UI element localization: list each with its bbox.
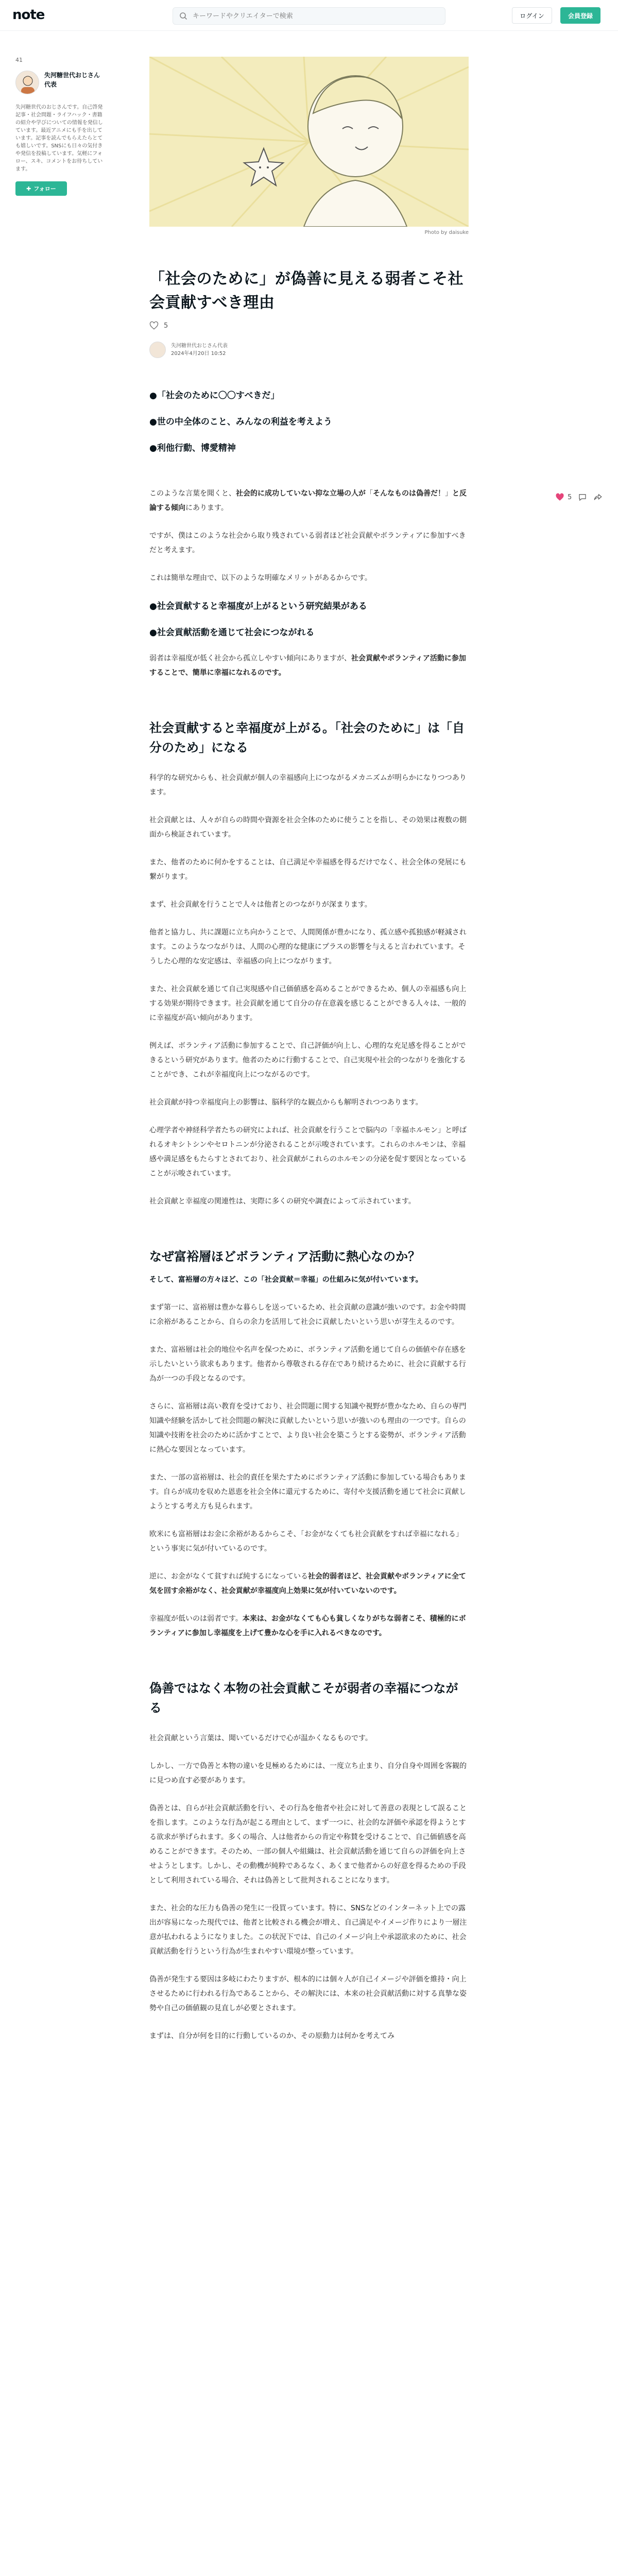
bullet-item: ●世の中全体のこと、みんなの利益を考えよう [149, 417, 332, 427]
bullet-list [149, 388, 469, 453]
paragraph: また、他者のために何かをすることは、自己満足や幸福感を得るだけでなく、社会全体の発展にも繋がります。 [149, 858, 467, 881]
floating-actions [555, 493, 603, 502]
bullet-item: ●「社会のために〇〇すべきだ」 [149, 391, 280, 401]
paragraph: 偽善が発生する要因は多岐にわたりますが、根本的には個々人が自己イメージや評価を維持・向上させるために行われる行為であることから、その解決には、本来の社会貢献活動に対する真摯な姿勢や自己の価値観の見直しが必要とされます。 [149, 1975, 467, 2012]
byline-avatar[interactable] [149, 342, 166, 358]
paragraph: まず第一に、富裕層は豊かな暮らしを送っているため、社会貢献の意識が強いのです。お金や時間に余裕があることから、自らの余力を活用して社会に貢献したいという思いが芽生えるのです。 [149, 1303, 466, 1326]
article-title: 「社会のために」が偽善に見える弱者こそ社会貢献すべき理由 [149, 270, 464, 312]
paragraph: 心理学者や神経科学者たちの研究によれば、社会貢献を行うことで脳内の「幸福ホルモン」と呼ばれるオキシトシンやセロトニンが分泌されることが示唆されています。これらのホルモンは、幸福感や満足感をもたらすとされており、社会貢献がこれらのホルモンの分泌を促す要因となっていることが示唆されています。 [149, 1126, 467, 1178]
author-description: 失河糖世代のおじさんです。自己啓発記事・社会問題・ライフハック・書籍の紹介や学びについての情報を発信しています。最近アニメにも手を出しています。記事を読んでもらえたらとても嬉しいです。SNSにも日々の気付きや発信を投稿しています。気軽にフォロー、スキ、コメントをお待ちしています。 [15, 105, 103, 172]
paragraph: これは簡単な理由で、以下のような明確なメリットがあるからです。 [149, 574, 372, 582]
paragraph: 他者と協力し、共に課題に立ち向かうことで、人間関係が豊かになり、孤立感や孤独感が軽減されます。このようなつながりは、人間の心理的な健康にプラスの影響を与えると言われています。そうした心理的な安定感は、幸福感の向上につながります。 [149, 928, 467, 965]
search-box[interactable] [173, 7, 445, 25]
top-header [0, 0, 618, 31]
signup-button[interactable]: 会員登録 [560, 7, 600, 24]
heart-icon[interactable] [149, 321, 159, 330]
paragraph: 欧米にも富裕層はお金に余裕があるからこそ、「お金がなくても社会貢献をすれば幸福になれる」という事実に気が付いているのです。 [149, 1530, 463, 1553]
paragraph: まず、社会貢献を行うことで人々は他者とのつながりが深まります。 [149, 901, 372, 909]
note-logo[interactable]: note [12, 7, 45, 23]
byline [149, 342, 469, 358]
paragraph: 偽善とは、自らが社会貢献活動を行い、その行為を他者や社会に対して善意の表現として誤ることを指します。このような行為が起こる理由として、まず一つに、社会的な評価や承認を得ようとする欲求が挙げられます。多くの場合、人は他者からの肯定や称賛を受けることで、自己価値感を高めることができます。そのため、一部の個人や組織は、社会貢献活動を通じて自らの評価を向上させようとします。しかし、その動機が純粋であるなく、あくまで他者からの好意を得るための手段として利用されている場合、それは偽善として批判されることになります。 [149, 1804, 467, 1885]
paragraph: 社会貢献と幸福度の関連性は、実際に多くの研究や調査によって示されています。 [149, 1197, 416, 1206]
section-lead: そして、富裕層の方々ほど、この「社会貢献＝幸福」の仕組みに気が付いています。 [149, 1276, 423, 1284]
paragraph: また、富裕層は社会的地位や名声を保つために、ボランティア活動を通じて自らの価値や存在感を示したいという欲求もあります。他者から尊敬される存在であり続けるために、社会に貢献する行為が一つの手段となるのです。 [149, 1346, 466, 1383]
heart-icon[interactable] [555, 493, 564, 502]
follow-button[interactable] [15, 181, 67, 196]
paragraph: 弱者は幸福度が低く社会から孤立しやすい傾向にありますが、社会貢献やボランティア活動に参加することで、簡単に幸福になれるのです。 [149, 654, 466, 677]
author-name[interactable]: 失河糖世代おじさん代表 [44, 72, 100, 88]
author-avatar[interactable] [15, 71, 39, 94]
paragraph: また、社会的な圧力も偽善の発生に一役買っています。特に、SNSなどのインターネット上での露出が容易になった現代では、他者と比較される機会が増え、自己満足やイメージ作りにより一層注意が払われるようになりました。この状況下では、自己のイメージ向上や承認欲求のために、社会貢献活動を行うという行為が生まれやすい環境が整っています。 [149, 1904, 467, 1956]
article-body [149, 486, 469, 2043]
like-count: 5 [164, 321, 168, 330]
section-heading: なぜ富裕層ほどボランティア活動に熱心なのか？ [149, 1249, 421, 1264]
like-row [149, 321, 469, 330]
bullet-item: ●利他行動、博愛精神 [149, 443, 236, 453]
share-icon[interactable] [593, 493, 603, 502]
paragraph: また、一部の富裕層は、社会的責任を果たすためにボランティア活動に参加している場合もあります。自らが成功を収めた恩恵を社会全体に還元するために、寄付や支援活動を通じて社会に貢献しようとする考え方も見られます。 [149, 1473, 466, 1511]
floating-like-count: 5 [568, 493, 572, 501]
paragraph: 逆に、お金がなくて貧すれば純するになっている社会的弱者ほど、社会貢献やボランティアに全て気を回す余裕がなく、社会貢献が幸福度向上効果に気が付いていないのです。 [149, 1572, 466, 1595]
bullet-item: ●社会貢献すると幸福度が上がるという研究結果がある [149, 601, 367, 612]
bullet-item: ●社会貢献活動を通じて社会につながれる [149, 628, 315, 638]
person-plus-icon: ✚ [26, 185, 31, 192]
login-button[interactable]: ログイン [512, 7, 552, 24]
paragraph: 幸福度が低いのは弱者です。本来は、お金がなくても心も貧しくなりがちな弱者こそ、積極的にボランティアに参加し幸福度を上げて豊かな心を手に入れるべきなのです。 [149, 1615, 466, 1637]
follow-label: フォロー [33, 185, 56, 192]
byline-date: 2024年4月20日 10:52 [171, 351, 226, 357]
paragraph: 社会貢献が持つ幸福度向上の影響は、脳科学的な観点からも解明されつつあります。 [149, 1098, 423, 1107]
paragraph: しかし、一方で偽善と本物の違いを見極めるためには、一度立ち止まり、自分自身や周囲を客観的に見つめ直す必要があります。 [149, 1762, 467, 1785]
paragraph: まずは、自分が何を目的に行動しているのか、その原動力は何かを考えてみ [149, 2032, 394, 2040]
paragraph: このような言葉を聞くと、社会的に成功していない抑な立場の人が「そんなものは偽善だ！」と反論する傾向にあります。 [149, 489, 467, 512]
author-sidebar [15, 57, 103, 196]
paragraph: 社会貢献という言葉は、聞いているだけで心が温かくなるものです。 [149, 1734, 372, 1742]
search-input[interactable] [193, 12, 440, 20]
paragraph: 例えば、ボランティア活動に参加することで、自己評価が向上し、心理的な充足感を得ることができるという研究があります。他者のために行動することで、自己実現や社会的つながりを強化することができ、これが幸福度向上につながるのです。 [149, 1042, 466, 1079]
article-main [149, 57, 469, 2043]
photo-credit: Photo by daisuke [424, 230, 469, 235]
paragraph: さらに、富裕層は高い教育を受けており、社会問題に関する知識や視野が豊かなため、自らの専門知識や経験を活かして社会問題の解決に貢献したいという思いが強いのも理由の一つです。自らの知識や技術を社会のために活かすことで、より良い社会を築こうとする姿勢が、ボランティア活動に熱心な要因となっています。 [149, 1402, 467, 1454]
paragraph: 社会貢献とは、人々が自らの時間や資源を社会全体のために使うことを指し、その効果は複数の側面から検証されています。 [149, 816, 467, 839]
section-heading: 偽善ではなく本物の社会貢献こそが弱者の幸福につながる [149, 1681, 458, 1715]
section-heading: 社会貢献すると幸福度が上がる。「社会のために」は「自分のため」になる [149, 721, 465, 755]
comment-icon[interactable] [578, 493, 587, 502]
hero-illustration [149, 57, 469, 227]
sidebar-count: 41 [15, 57, 23, 63]
search-icon [179, 12, 187, 20]
paragraph: ですが、僕はこのような社会から取り残されている弱者ほど社会貢献やボランティアに参加すべきだと考えます。 [149, 532, 466, 554]
byline-author[interactable]: 失河糖世代おじさん代表 [171, 343, 228, 349]
paragraph: また、社会貢献を通じて自己実現感や自己価値感を高めることができるため、個人の幸福感も向上する効果が期待できます。社会貢献を通じて自分の存在意義を感じることができる人々は、一般的に幸福度が高い傾向があります。 [149, 985, 467, 1022]
paragraph: 科学的な研究からも、社会貢献が個人の幸福感向上につながるメカニズムが明らかになりつつあります。 [149, 774, 467, 796]
author-row [15, 71, 103, 94]
